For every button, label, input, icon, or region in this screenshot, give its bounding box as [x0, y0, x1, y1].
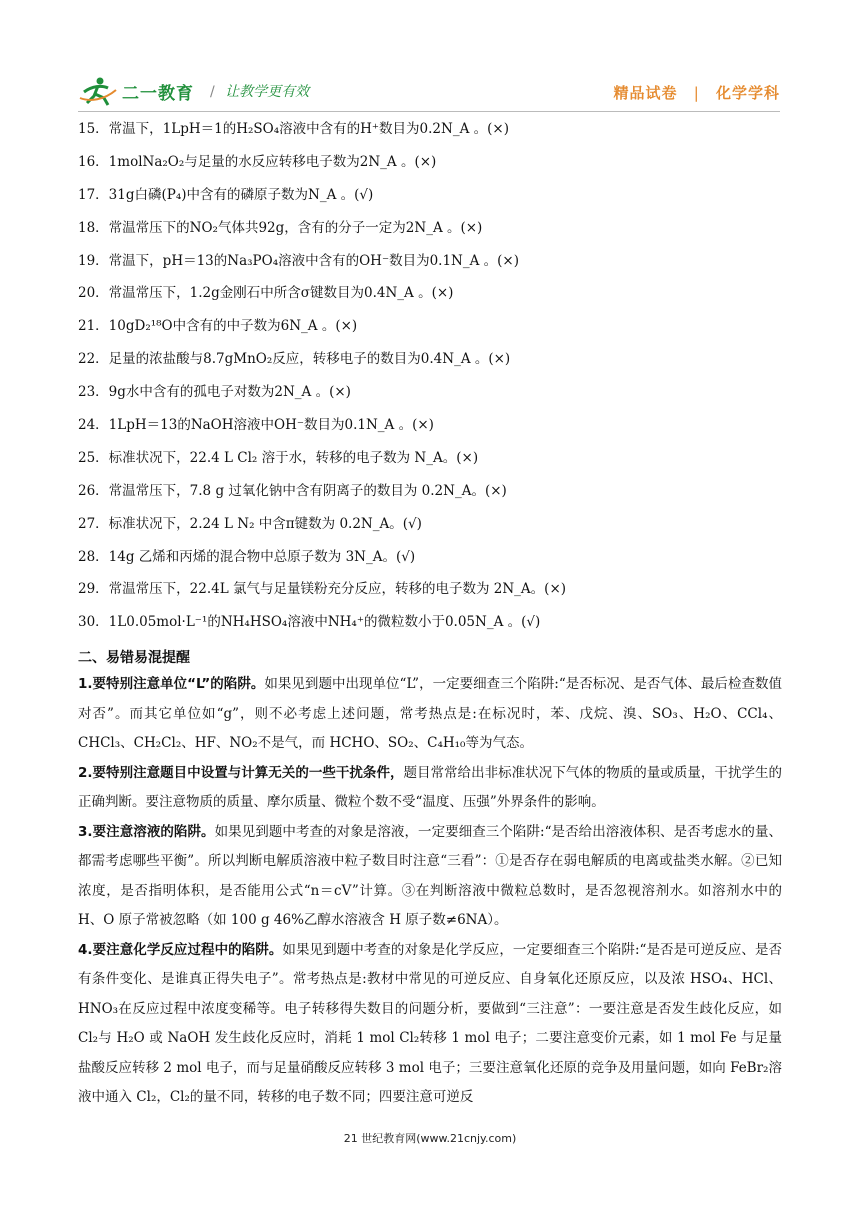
question-item: 25．标准状况下，22.4 L Cl₂ 溶于水，转移的电子数为 N_A。(×) — [78, 449, 479, 466]
question-item: 27．标准状况下，2.24 L N₂ 中含π键数为 0.2N_A。(√) — [78, 515, 422, 532]
brand-name: 二一教育 — [122, 83, 194, 104]
question-item: 23．9g水中含有的孤电子对数为2N_A 。(×) — [78, 384, 351, 401]
question-item: 17．31g白磷(P₄)中含有的磷原子数为N_A 。(√) — [78, 186, 374, 203]
header-divider — [78, 111, 780, 112]
logo — [78, 76, 309, 106]
question-item: 21．10gD₂¹⁸O中含有的中子数为6N_A 。(×) — [78, 318, 358, 335]
category-separator: | — [693, 84, 700, 102]
question-item: 26．常温常压下，7.8 g 过氧化钠中含有阴离子的数目为 0.2N_A。(×) — [78, 482, 507, 499]
section-title: 二、易错易混提醒 — [78, 650, 190, 667]
tip-body: 如果见到题中考查的对象是化学反应，一定要细查三个陷阱:“是否是可逆反应、是否有条件变化、是谁真正得失电子”。常考热点是:教材中常见的可逆反应、自身氧化还原反应，以及浓 HSO₄、HCl、HNO₃在反应过程中浓度变稀等。电子转移得失数目的问题分析，要做到“三注意”：一要注意是否发生歧化反应，如 Cl₂与 H₂O 或 NaOH 发生歧化反应时，消耗 1 mol Cl₂转移 1 mol 电子；二要注意变价元素，如 1 mol Fe 与足量盐酸反应转移 2 mol 电子，而与足量硝酸反应转移 3 mol 电子；三要注意氧化还原的竞争及用量问题，如向 FeBr₂溶液中通入 Cl₂，Cl₂的量不同，转移的电子数不同；四要注意可逆反 — [78, 941, 782, 1106]
question-item: 16．1molNa₂O₂与足量的水反应转移电子数为2N_A 。(×) — [78, 153, 437, 170]
tip-paragraph — [78, 818, 782, 936]
question-item: 28．14g 乙烯和丙烯的混合物中总原子数为 3N_A。(√) — [78, 548, 416, 565]
tip-heading: 4.要注意化学反应过程中的陷阱。 — [78, 941, 283, 958]
tip-heading: 3.要注意溶液的陷阱。 — [78, 823, 215, 840]
slogan-text: 让教学更有效 — [225, 84, 310, 100]
slogan-slash: / — [210, 84, 215, 100]
question-item: 29．常温常压下，22.4L 氯气与足量镁粉充分反应，转移的电子数为 2N_A。(×) — [78, 581, 567, 598]
tip-body: 如果见到题中出现单位“L”，一定要细查三个陷阱:“是否标况、是否气体、最后检查数值对否”。而其它单位如“g”，则不必考虑上述问题，常考热点是:在标况时，苯、戊烷、溴、SO₃、H₂O、CCl₄、CHCl₃、CH₂Cl₂、HF、NO₂不是气，而 HCHO、SO₂、C₄H₁₀等为气态。 — [78, 676, 783, 752]
question-item: 19．常温下，pH＝13的Na₃PO₄溶液中含有的OH⁻数目为0.1N_A 。(×) — [78, 252, 519, 269]
question-item: 24．1LpH＝13的NaOH溶液中OH⁻数目为0.1N_A 。(×) — [78, 417, 434, 434]
tip-heading: 2.要特别注意题目中设置与计算无关的一些干扰条件， — [78, 764, 404, 781]
question-item: 15．常温下，1LpH＝1的H₂SO₄溶液中含有的H⁺数目为0.2N_A 。(×) — [78, 121, 509, 137]
tip-paragraph — [78, 936, 782, 1113]
question-item: 30．1L0.05mol·L⁻¹的NH₄HSO₄溶液中NH₄⁺的微粒数小于0.05N_A 。(√) — [78, 614, 541, 631]
page-header — [78, 70, 780, 110]
runner-logo-icon — [78, 76, 118, 106]
page-footer: 21 世纪教育网(www.21cnjy.com) — [343, 1132, 517, 1145]
category-label: 精品试卷 — [613, 84, 678, 102]
question-item: 22．足量的浓盐酸与8.7gMnO₂反应，转移电子的数目为0.4N_A 。(×) — [78, 351, 511, 368]
tip-body: 如果见到题中考查的对象是溶液，一定要细查三个陷阱:“是否给出溶液体积、是否考虑水的量、都需考虑哪些平衡”。所以判断电解质溶液中粒子数目时注意“三看”：①是否存在弱电解质的电离或盐类水解。②已知浓度，是否指明体积，是否能用公式“n＝cV”计算。③在判断溶液中微粒总数时，是否忽视溶剂水。如溶剂水中的 H、O 原子常被忽略（如 100 g 46%乙醇水溶液含 H 原子数≠6NA）。 — [78, 823, 782, 929]
document-body — [78, 116, 782, 1113]
slogan — [210, 81, 309, 101]
tip-paragraph — [78, 670, 782, 759]
question-item: 20．常温常压下，1.2g金刚石中所含σ键数目为0.4N_A 。(×) — [78, 285, 454, 302]
tip-heading: 1.要特别注意单位“L”的陷阱。 — [78, 676, 265, 693]
subject-label: 化学学科 — [715, 84, 780, 102]
tip-paragraph — [78, 759, 782, 818]
tip-body: 题目常常给出非标准状况下气体的物质的量或质量，干扰学生的正确判断。要注意物质的质量、摩尔质量、微粒个数不受“温度、压强”外界条件的影响。 — [78, 764, 782, 811]
header-category — [613, 82, 780, 103]
question-item: 18．常温常压下的NO₂气体共92g，含有的分子一定为2N_A 。(×) — [78, 219, 483, 236]
